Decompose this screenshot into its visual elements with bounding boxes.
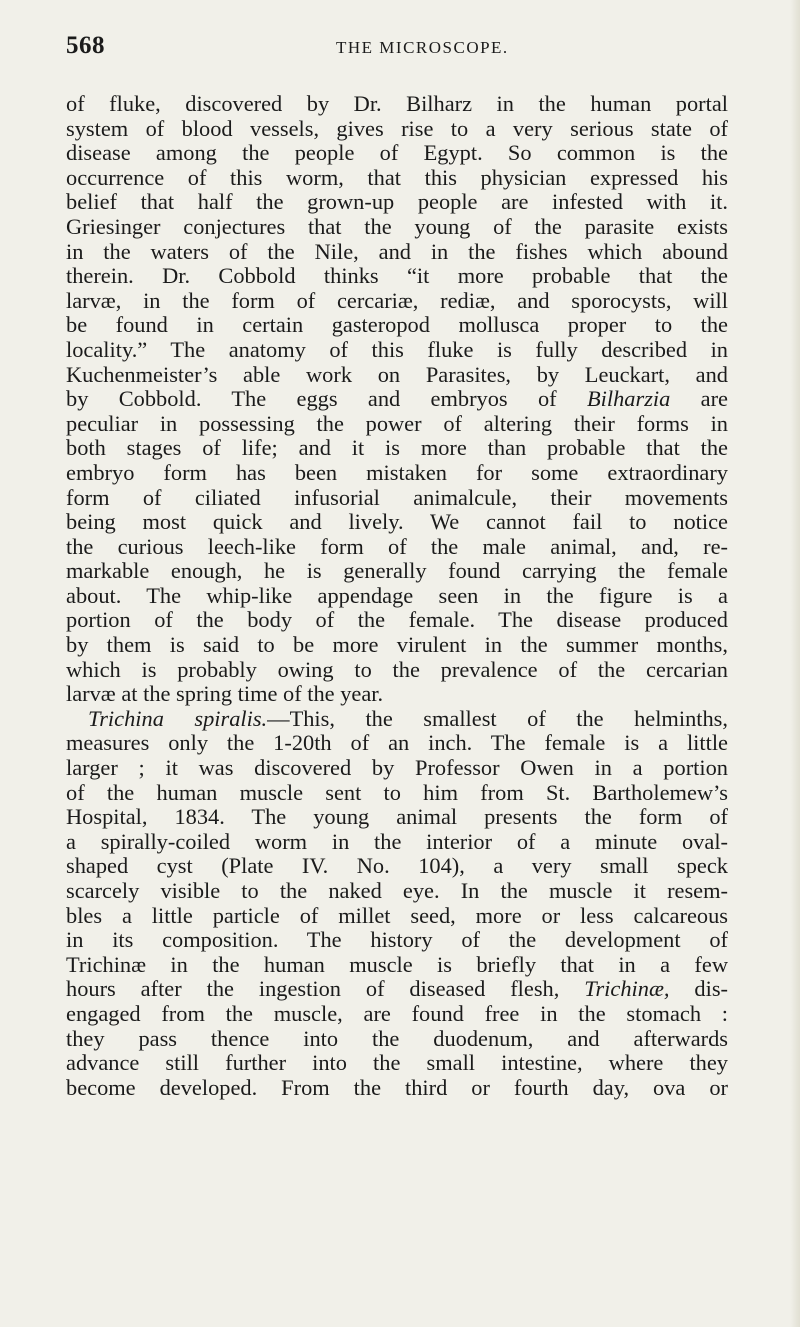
text-line: measures only the 1-20th of an inch. The female is a little xyxy=(66,730,728,756)
text-line: markable enough, he is generally found carrying the female xyxy=(66,558,728,584)
text-line: scarcely visible to the naked eye. In the muscle it resem- xyxy=(66,878,728,903)
text-line: bles a little particle of millet seed, more or less calcareous xyxy=(66,902,728,928)
running-head: THE MICROSCOPE. xyxy=(336,38,509,57)
text-line-mixed xyxy=(66,707,728,732)
text-line: therein. Dr. Cobbold thinks “it more probable that the xyxy=(66,263,728,289)
text-line: being most quick and lively. We cannot fail to notice xyxy=(66,509,728,535)
text-line: the curious leech-like form of the male animal, and, re- xyxy=(66,533,728,559)
text-segment: are xyxy=(670,386,728,412)
text-line: disease among the people of Egypt. So common is the xyxy=(66,140,728,166)
text-line: be found in certain gasteropod mollusca proper to the xyxy=(66,312,728,338)
text-line: become developed. From the third or fourth day, ova or xyxy=(66,1074,728,1100)
text-line: form of ciliated infusorial animalcule, their movements xyxy=(66,484,728,510)
text-segment: by Cobbold. The eggs and embryos of xyxy=(66,386,557,412)
text-line: advance still further into the small intestine, where they xyxy=(66,1050,728,1076)
text-line: both stages of life; and it is more than probable that the xyxy=(66,435,728,461)
page-number: 568 xyxy=(66,32,105,59)
text-line: Trichinæ in the human muscle is briefly that in a few xyxy=(66,951,728,977)
genus-name-italic: Trichinæ, xyxy=(584,976,670,1002)
text-line: engaged from the muscle, are found free in the stomach : xyxy=(66,1000,728,1026)
section-title-italic: Trichina spiralis. xyxy=(88,705,268,731)
text-line: larger ; it was discovered by Professor Owen in a portion xyxy=(66,755,728,781)
text-line: larvæ, in the form of cercariæ, rediæ, and sporocysts, will xyxy=(66,287,728,313)
text-line: they pass thence into the duodenum, and afterwards xyxy=(66,1025,728,1051)
text-line: system of blood vessels, gives rise to a very serious state of xyxy=(66,115,728,141)
text-line: by them is said to be more virulent in the summer months, xyxy=(66,632,728,658)
text-line: locality.” The anatomy of this fluke is fully described in xyxy=(66,336,728,362)
text-line: embryo form has been mistaken for some extraordinary xyxy=(66,459,728,485)
text-line: Hospital, 1834. The young animal presents the form of xyxy=(66,804,728,830)
text-line: about. The whip-like appendage seen in the figure is a xyxy=(66,582,728,608)
text-line: of the human muscle sent to him from St. Bartholemew’s xyxy=(66,779,728,805)
text-line: a spirally-coiled worm in the interior of a minute oval- xyxy=(66,828,728,854)
text-line-mixed xyxy=(66,977,728,1002)
text-line: shaped cyst (Plate IV. No. 104), a very small speck xyxy=(66,853,728,879)
genus-name-italic: Bilharzia xyxy=(586,386,671,412)
text-line: peculiar in possessing the power of altering their forms in xyxy=(66,410,728,436)
paragraph-trichina xyxy=(66,707,728,1101)
page-header xyxy=(66,32,726,64)
text-line: occurrence of this worm, that this physician expressed his xyxy=(66,164,728,190)
body-text xyxy=(66,92,728,1100)
text-line: of fluke, discovered by Dr. Bilharz in the human portal xyxy=(66,91,728,116)
text-line: portion of the body of the female. The disease produced xyxy=(66,607,728,633)
text-line: in the waters of the Nile, and in the fishes which abound xyxy=(66,238,728,264)
text-segment: —This, the smallest of the helminths, xyxy=(267,705,728,731)
text-line: Kuchenmeister’s able work on Parasites, by Leuckart, and xyxy=(66,361,728,387)
text-line: larvæ at the spring time of the year. xyxy=(66,681,384,707)
text-line: belief that half the grown-up people are infested with it. xyxy=(66,189,728,215)
text-line-mixed xyxy=(66,387,728,412)
text-line: Griesinger conjectures that the young of the parasite exists xyxy=(66,213,728,239)
text-segment: hours after the ingestion of diseased flesh, xyxy=(66,976,560,1002)
page-edge-shadow xyxy=(790,0,800,1327)
paragraph-bilharzia xyxy=(66,92,728,707)
text-segment: dis- xyxy=(669,976,728,1002)
text-line: which is probably owing to the prevalence of the cercarian xyxy=(66,656,728,682)
text-line: in its composition. The history of the development of xyxy=(66,927,728,953)
